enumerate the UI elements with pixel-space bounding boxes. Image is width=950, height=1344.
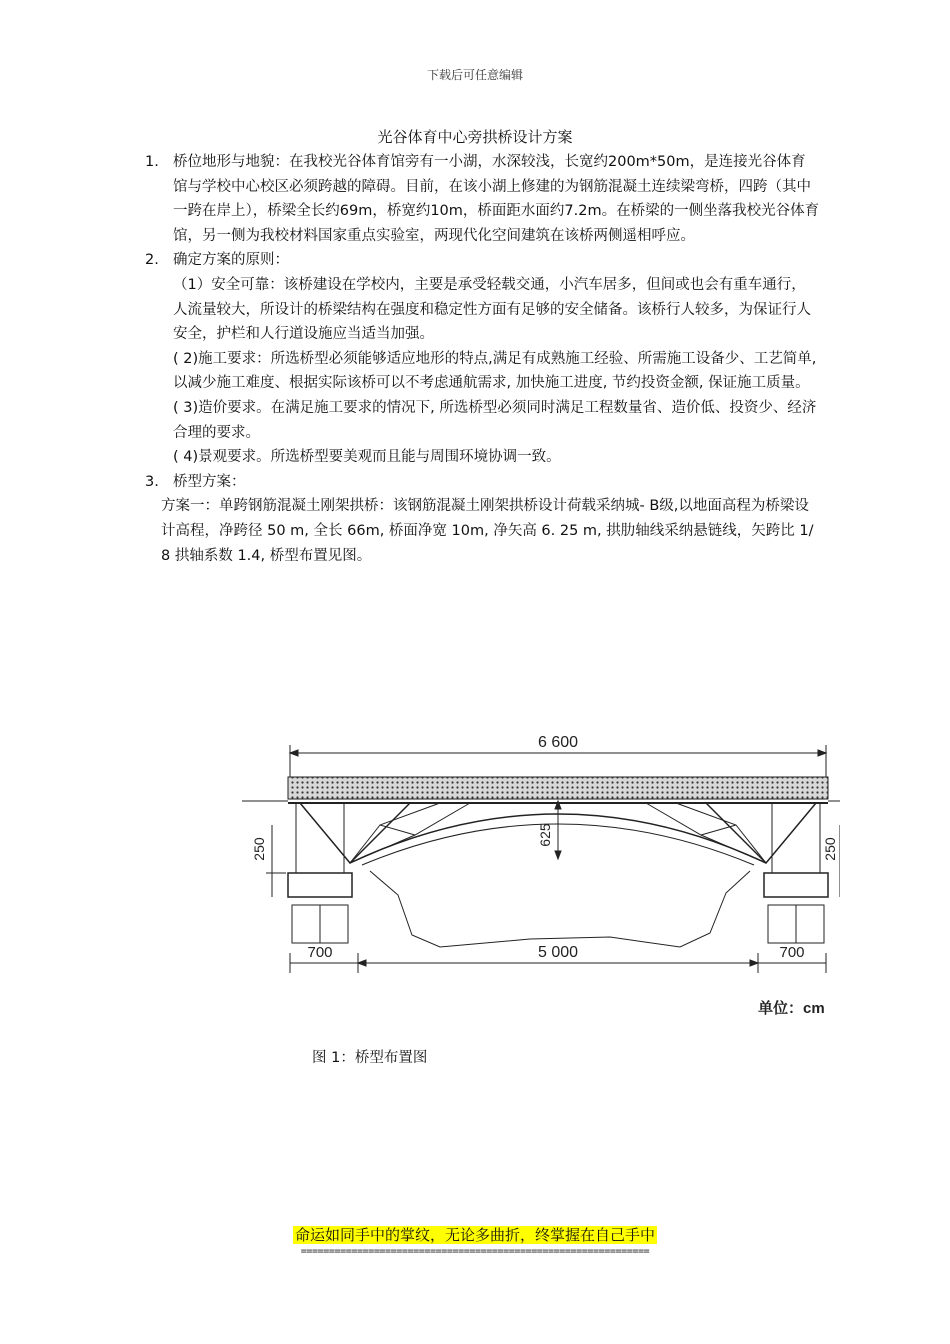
dim-pier-left-label: 250 <box>251 837 267 861</box>
unit-label: 单位：cm <box>758 1000 825 1017</box>
dim-pier-right-label: 250 <box>822 837 838 861</box>
dim-left-label: 700 <box>307 944 333 961</box>
principle-3: ( 3)造价要求。在满足施工要求的情况下, 所选桥型必须同时满足工程数量省、造价低、投资少、经济合理的要求。 <box>173 399 817 441</box>
dim-right-label: 700 <box>779 944 805 961</box>
section-number: 2. <box>145 252 159 269</box>
section-number: 3. <box>145 473 159 490</box>
section-text: 桥位地形与地貌：在我校光谷体育馆旁有一小湖，水深较浅，长宽约200m*50m，是连接光谷体育馆与学校中心校区必须跨越的障碍。目前，在该小湖上修建的为钢筋混凝土连续梁弯桥，四跨（其中一跨在岸上），桥梁全长约69m，桥宽约10m，桥面距水面约7.2m。在桥梁的一侧坐落我校光谷体育馆，另一侧为我校材料国家重点实验室，两现代化空间建筑在该桥两侧遥相呼应。 <box>173 154 820 244</box>
section-text: 确定方案的原则： <box>173 252 289 269</box>
section-2 <box>145 248 820 273</box>
footer-motto-line <box>0 1224 950 1245</box>
figure-caption: 图 1：桥型布置图 <box>312 1050 428 1066</box>
header-note: 下载后可任意编辑 <box>426 68 523 82</box>
dim-total-label: 6 600 <box>537 734 579 751</box>
footer-rule: ============================================================== <box>300 1246 650 1257</box>
dim-span-label: 5 000 <box>537 944 579 961</box>
document-body <box>145 150 820 568</box>
principle-1: （1）安全可靠：该桥建设在学校内，主要是承受轻载交通，小汽车居多，但间或也会有重车通行，人流量较大，所设计的桥梁结构在强度和稳定性方面有足够的安全储备。该桥行人较多，为保证行人安全，护栏和人行道设施应当适当加强。 <box>173 276 811 343</box>
principle-4: ( 4)景观要求。所选桥型要美观而且能与周围环境协调一致。 <box>173 449 561 466</box>
section-1 <box>145 150 820 248</box>
dim-rise-label: 625 <box>537 823 553 847</box>
principle-2: ( 2)施工要求：所选桥型必须能够适应地形的特点,满足有成熟施工经验、所需施工设备少、工艺简单, 以减少施工难度、根据实际该桥可以不考虑通航需求, 加快施工进度, 节约投资金额, 保证施工质量。 <box>173 350 817 392</box>
plan-one: 方案一：单跨钢筋混凝土刚架拱桥：该钢筋混凝土刚架拱桥设计荷载采纳城- B级,以地面高程为桥梁设计高程，净跨径 50 m, 全长 66m, 桥面净宽 10m, 净矢高 6. 25 m, 拱肋轴线采纳悬链线，矢跨比 1/ 8 拱轴系数 1.4, 桥型布置见图。 <box>161 498 814 564</box>
bridge-layout-drawing <box>240 725 840 1025</box>
section-text: 桥型方案： <box>173 473 246 490</box>
section-number: 1. <box>145 154 159 170</box>
doc-title: 光谷体育中心旁拱桥设计方案 <box>377 128 573 146</box>
footer-motto: 命运如同手中的掌纹，无论多曲折，终掌握在自己手中 <box>294 1226 655 1244</box>
section-3 <box>145 470 820 495</box>
